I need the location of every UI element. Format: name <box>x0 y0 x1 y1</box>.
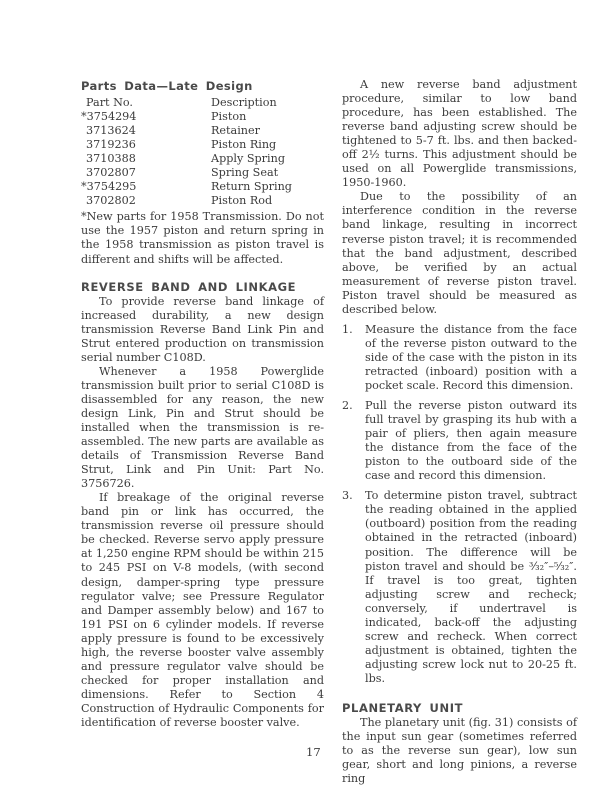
part-number: *3754294 <box>81 110 137 124</box>
part-description: Piston <box>211 110 247 124</box>
step-item <box>342 323 577 393</box>
step-text: To determine piston travel, subtract the reading obtained in the applied (outboard) position from the reading obtained in the retracted (inboard) position. The difference will be piston travel and should be ³⁄₃₂″–⁵⁄₃₂″. If travel is too great, tighten adjusting screw and recheck; conversely, if undertravel is indicated, back-off the adjusting screw and recheck. When correct adjustment is obtained, tighten the adjusting screw lock nut to 20-25 ft. lbs. <box>365 489 577 685</box>
paragraph: Due to the possibility of an interference condition in the reverse band linkage, resulting in incorrect reverse piston travel; it is recommended that the band adjustment, described above, be verified by an actual measurement of reverse piston travel. Piston travel should be measured as described below. <box>342 190 577 316</box>
page-number: 17 <box>306 745 321 759</box>
paragraph: If breakage of the original reverse band pin or link has occurred, the transmission reverse oil pressure should be checked. Reverse servo apply pressure at 1,250 engine RPM should be within 215 to 245 PSI on V-8 models, (with second design, damper-spring type pressure regulator valve; see Pressure Regulator and Damper assembly below) and 167 to 191 PSI on 6 cylinder models. If reverse apply pressure is found to be excessively high, the reverse booster valve assembly and pressure regulator valve should be checked for proper installation and dimensions. Refer to Section 4 Construction of Hydraulic Components for identification of reverse booster valve. <box>81 491 324 729</box>
reverse-band-heading: REVERSE BAND AND LINKAGE <box>81 279 297 294</box>
table-row <box>81 152 292 166</box>
right-column <box>342 78 577 786</box>
part-description: Piston Ring <box>211 138 277 152</box>
header-description: Description <box>211 96 277 109</box>
table-row <box>81 124 292 138</box>
step-item <box>342 489 577 686</box>
step-number: 3. <box>342 489 353 503</box>
part-number: 3702807 <box>86 166 136 180</box>
part-number: 3713624 <box>86 124 136 138</box>
table-row <box>81 110 292 124</box>
step-text: Pull the reverse piston outward its full travel by grasping its hub with a pair of pliers, then again measure the distance from the face of the piston to the outboard side of the case and record this dimension. <box>365 399 577 483</box>
parts-table-header <box>81 96 292 110</box>
paragraph: A new reverse band adjustment procedure, similar to low band procedure, has been established. The reverse band adjusting screw should be tightened to 5-7 ft. lbs. and then backed-off 2½ turns. This adjustment should be used on all Powerglide transmissions, 1950-1960. <box>342 78 577 190</box>
part-number: 3710388 <box>86 152 136 166</box>
parts-data-heading: Parts Data—Late Design <box>81 79 253 93</box>
measurement-steps <box>342 323 577 686</box>
part-description: Retainer <box>211 124 260 138</box>
part-description: Apply Spring <box>211 152 285 166</box>
table-row <box>81 194 292 208</box>
step-item <box>342 399 577 483</box>
table-row <box>81 180 292 194</box>
left-column <box>81 78 324 730</box>
paragraph: Whenever a 1958 Powerglide transmission built prior to serial C108D is disassembled for any reason, the new design Link, Pin and Strut should be installed when the transmission is re-assembled. The new parts are available as details of Transmission Reverse Band Strut, Link and Pin Unit: Part No. 3756726. <box>81 364 324 491</box>
part-number: *3754295 <box>81 180 137 194</box>
part-description: Spring Seat <box>211 166 279 180</box>
parts-footnote: *New parts for 1958 Transmission. Do not use the 1957 piston and return spring in the 1958 transmission as piston travel is different and shifts will be affected. <box>81 210 324 266</box>
planetary-unit-heading: PLANETARY UNIT <box>342 700 464 715</box>
table-row <box>81 166 292 180</box>
part-description: Return Spring <box>211 180 292 194</box>
step-text: Measure the distance from the face of the reverse piston outward to the side of the case with the piston in its retracted (inboard) position with a pocket scale. Record this dimension. <box>365 322 577 392</box>
step-number: 2. <box>342 399 353 413</box>
paragraph: To provide reverse band linkage of increased durability, a new design transmission Reverse Band Link Pin and Strut entered production on transmission serial number C108D. <box>81 294 324 364</box>
parts-table <box>81 96 292 208</box>
part-number: 3719236 <box>86 138 136 152</box>
table-row <box>81 138 292 152</box>
header-part-no: Part No. <box>86 96 133 109</box>
part-description: Piston Rod <box>211 194 273 208</box>
step-number: 1. <box>342 322 353 336</box>
paragraph: The planetary unit (fig. 31) consists of the input sun gear (sometimes referred to as the reverse sun gear), low sun gear, short and long pinions, a reverse ring <box>342 715 577 786</box>
part-number: 3702802 <box>86 194 136 208</box>
